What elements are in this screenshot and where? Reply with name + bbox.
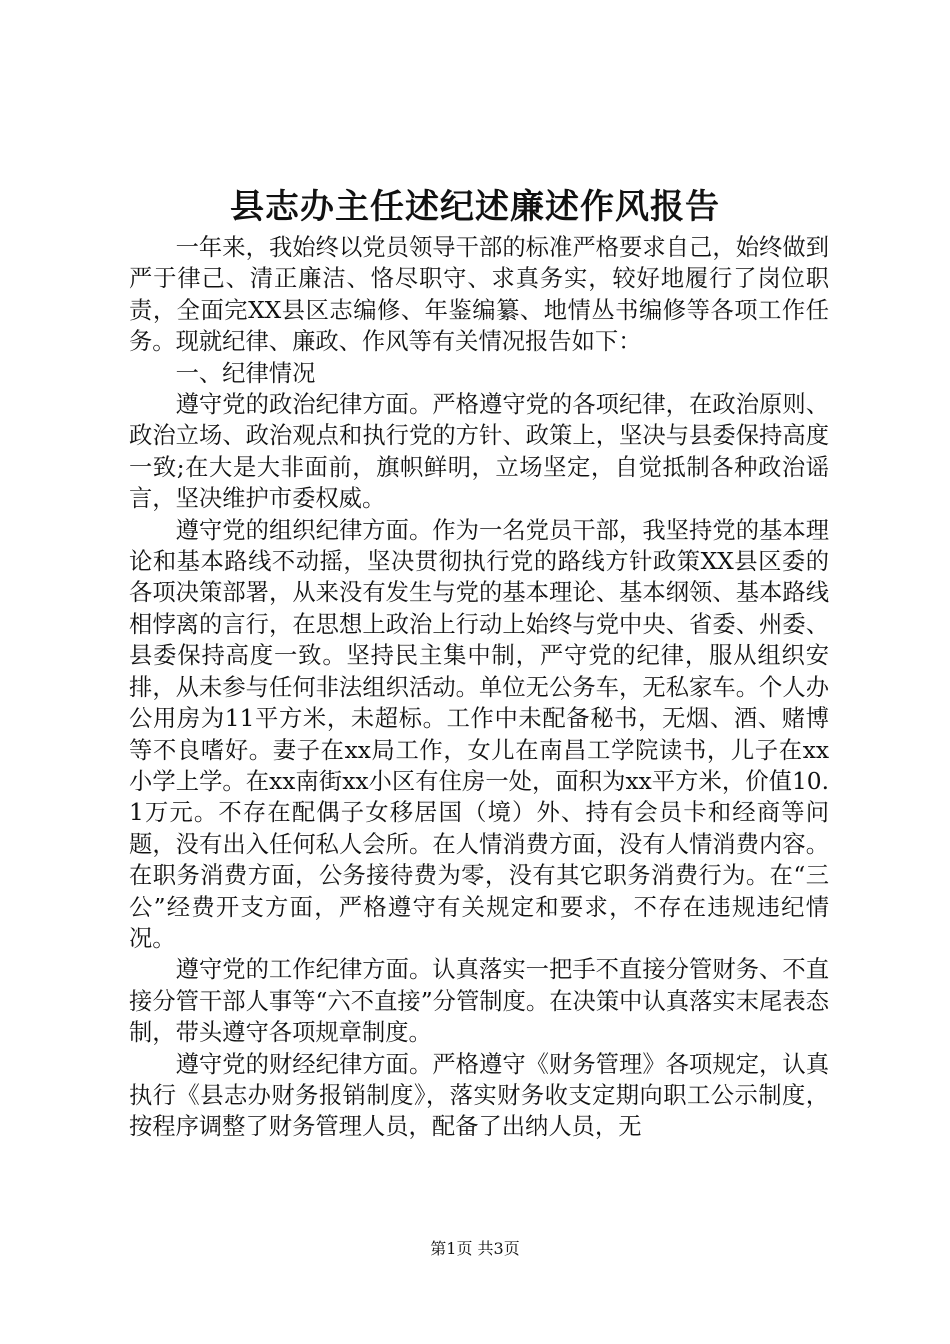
document-title: 县志办主任述纪述廉述作风报告	[230, 187, 720, 227]
page-number-footer: 第1页 共3页	[430, 1239, 520, 1258]
section-heading-discipline: 一、纪律情况	[175, 359, 316, 387]
paragraph-financial-discipline: 遵守党的财经纪律方面。严格遵守《财务管理》各项规定，认真执行《县志办财务报销制度》，落实财务收支定期向职工公示制度，按程序调整了财务管理人员，配备了出纳人员，无	[129, 1050, 829, 1141]
document-body	[129, 232, 829, 1143]
paragraph-work-discipline: 遵守党的工作纪律方面。认真落实一把手不直接分管财务、不直接分管干部人事等“六不直接”分管制度。在决策中认真落实末尾表态制，带头遵守各项规章制度。	[129, 956, 829, 1047]
paragraph-organizational-discipline: 遵守党的组织纪律方面。作为一名党员干部，我坚持党的基本理论和基本路线不动摇，坚决贯彻执行党的路线方针政策XX县区委的各项决策部署，从来没有发生与党的基本理论、基本纲领、基本路线相悖离的言行，在思想上政治上行动上始终与党中央、省委、州委、县委保持高度一致。坚持民主集中制，严守党的纪律，服从组织安排，从未参与任何非法组织活动。单位无公务车，无私家车。个人办公用房为11平方米，未超标。工作中未配备秘书，无烟、酒、赌博等不良嗜好。妻子在xx局工作，女儿在南昌工学院读书，儿子在xx小学上学。在xx南街xx小区有住房一处，面积为xx平方米，价值10.1万元。不存在配偶子女移居国（境）外、持有会员卡和经商等问题，没有出入任何私人会所。在人情消费方面，没有人情消费内容。在职务消费方面，公务接待费为零，没有其它职务消费行为。在“三公”经费开支方面，严格遵守有关规定和要求，不存在违规违纪情况。	[129, 516, 829, 952]
paragraph-political-discipline: 遵守党的政治纪律方面。严格遵守党的各项纪律，在政治原则、政治立场、政治观点和执行党的方针、政策上，坚决与县委保持高度一致;在大是大非面前，旗帜鲜明，立场坚定，自觉抵制各种政治谣言，坚决维护市委权威。	[129, 391, 829, 513]
paragraph-intro: 一年来，我始终以党员领导干部的标准严格要求自己，始终做到严于律己、清正廉洁、恪尽职守、求真务实，较好地履行了岗位职责，全面完XX县区志编修、年鉴编纂、地情丛书编修等各项工作任务。现就纪律、廉政、作风等有关情况报告如下：	[129, 234, 829, 356]
